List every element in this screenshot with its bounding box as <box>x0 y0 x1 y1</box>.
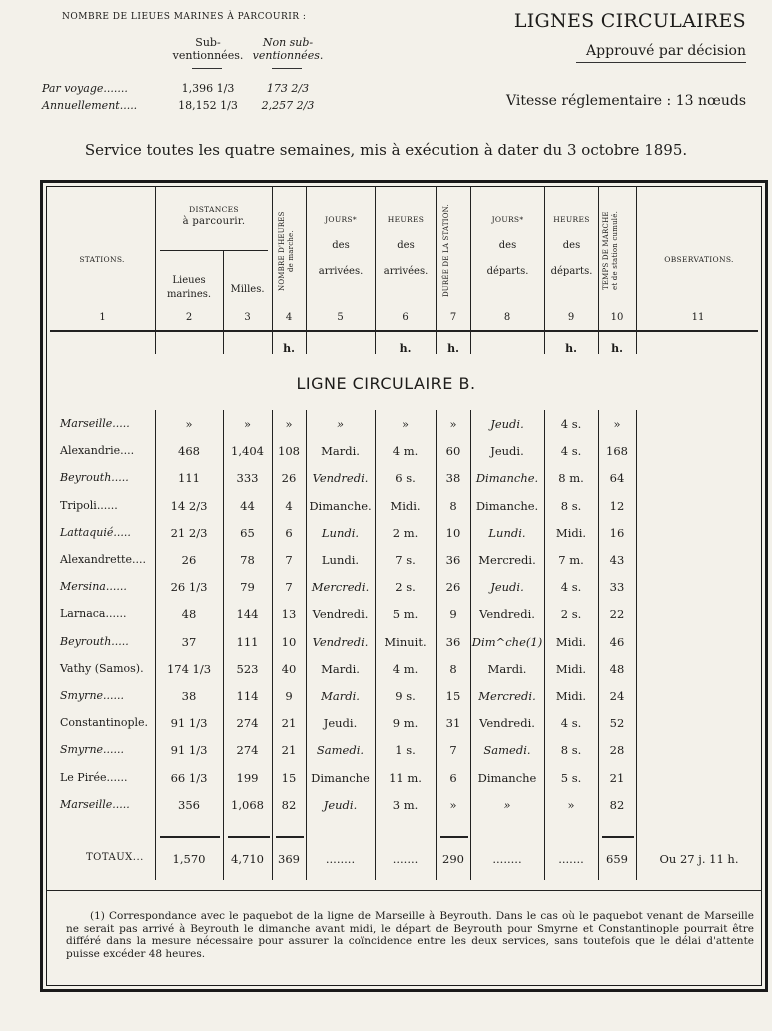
section-title: LIGNE CIRCULAIRE B. <box>296 374 476 393</box>
cell-jour-dep: Jeudi. <box>490 580 524 595</box>
service-line: Service toutes les quatre semaines, mis à exécution à dater du 3 octobre 1895. <box>84 141 688 159</box>
cell-jour-dep: Samedi. <box>483 743 531 758</box>
subsidized-header-line2: ventionnées. <box>172 49 244 62</box>
cell-station: Mersina...... <box>60 580 127 594</box>
cell-jour-dep: Dimanche. <box>475 498 539 513</box>
cell-heure-dep: » <box>567 797 575 812</box>
arrival-hours-line3: arrivées. <box>383 266 429 277</box>
cell-heure-arr: 4 m. <box>392 661 419 676</box>
cell-jour-arr: Mardi. <box>321 444 360 459</box>
distances-header <box>156 204 272 229</box>
annual-label: Annuellement..... <box>42 99 138 112</box>
cell-milles: 111 <box>236 634 259 649</box>
cell-station: Beyrouth..... <box>60 634 129 648</box>
cell-duree: 36 <box>445 634 461 649</box>
per-voyage-non-subsidized: 173 2/3 <box>266 82 310 95</box>
hours-header-line1: NOMBRE D'HEURES <box>278 211 286 291</box>
cell-heures: 13 <box>281 607 297 622</box>
cell-heures: » <box>285 417 293 431</box>
cell-lieues: 37 <box>181 634 197 649</box>
cell-cumul: 43 <box>609 553 625 567</box>
cell-milles: 333 <box>236 471 259 486</box>
observations-header: OBSERVATIONS. <box>664 255 734 264</box>
cell-jour-dep: Dimanche <box>477 770 537 785</box>
totals-rule <box>440 836 468 838</box>
cell-heures: 7 <box>285 553 293 567</box>
cell-heure-arr: 6 s. <box>395 471 416 486</box>
totals-heure-arr: ....... <box>392 852 419 866</box>
arrival-days-line1: JOURS* <box>325 215 357 224</box>
totals-lieues: 1,570 <box>172 852 206 866</box>
cell-lieues: 26 1/3 <box>170 580 208 595</box>
footnote: (1) Correspondance avec le paquebot de la ligne de Marseille à Beyrouth. Dans le cas où le paquebot venant de Marseille ne serait pas arrivé à Beyrouth le dimanche avant midi, le départ de Beyrouth pour Smyrne et Constantinople pourrait être différé dans la mesure nécessaire pour assurer la coïncidence entre les deux services, sans toutefois que le délai d'attente puisse excéder 48 heures. <box>66 910 754 960</box>
cell-lieues: 66 1/3 <box>170 770 208 785</box>
cell-station: Smyrne...... <box>60 743 125 757</box>
hours-header <box>278 196 302 306</box>
cell-duree: 26 <box>445 580 461 595</box>
cell-station: Marseille..... <box>60 417 130 430</box>
totals-heures: 369 <box>278 852 300 866</box>
distances-header-line1: DISTANCES <box>189 205 239 214</box>
cell-lieues: 174 1/3 <box>166 661 212 676</box>
totals-observation: Ou 27 j. 11 h. <box>659 852 739 866</box>
cell-station: Marseille..... <box>60 797 130 811</box>
col-divider <box>272 186 273 354</box>
cell-heure-arr: 2 s. <box>395 580 416 595</box>
totals-jour-arr: ........ <box>325 852 356 866</box>
cell-duree: 7 <box>449 743 457 758</box>
cell-lieues: 91 1/3 <box>170 716 208 731</box>
cell-jour-arr: Dimanche <box>311 770 370 785</box>
cell-lieues: 468 <box>178 444 200 459</box>
cell-cumul: 12 <box>609 498 625 513</box>
cell-milles: 1,404 <box>231 444 264 459</box>
cumulative-time-line1: TEMPS DE MARCHE <box>602 211 610 291</box>
cell-heures: 9 <box>285 689 293 703</box>
col-number: 10 <box>610 312 624 323</box>
cell-heures: 21 <box>281 743 297 758</box>
cell-station: Alexandrie.... <box>60 444 135 458</box>
cell-milles: 78 <box>240 553 255 567</box>
col-number: 1 <box>99 312 106 323</box>
cell-duree: 10 <box>445 525 461 540</box>
col-number: 3 <box>244 312 251 323</box>
col-divider <box>636 410 637 880</box>
cell-duree: 36 <box>445 553 461 567</box>
cell-cumul: 52 <box>609 716 625 731</box>
cell-jour-arr: Mardi. <box>321 661 360 676</box>
cell-duree: 9 <box>449 607 457 622</box>
cumulative-time-line2: et de station cumulé. <box>611 211 619 291</box>
footnote-rule <box>46 890 762 891</box>
departure-days-line3: départs. <box>486 266 529 277</box>
hours-header-line2: de marche. <box>287 230 295 272</box>
cell-jour-arr: Samedi. <box>316 743 365 758</box>
non-subsidized-header <box>248 36 328 62</box>
lieues-header-line2: marines. <box>166 289 212 300</box>
cell-heures: 108 <box>278 444 300 459</box>
cell-milles: 44 <box>240 498 255 513</box>
cell-cumul: 82 <box>609 797 625 812</box>
cell-station: Beyrouth..... <box>60 471 129 485</box>
cell-heure-dep: 4 s. <box>560 580 582 595</box>
cell-heure-arr: 9 m. <box>392 716 419 731</box>
cell-heure-dep: 8 s. <box>560 743 582 758</box>
cell-duree: 60 <box>445 444 461 459</box>
cell-heure-dep: Midi. <box>555 689 587 703</box>
cell-heures: 82 <box>281 797 297 812</box>
annual-non-subsidized: 2,257 2/3 <box>261 99 315 112</box>
unit-label: h. <box>283 342 295 355</box>
col-number: 11 <box>691 312 705 323</box>
cell-heure-arr: » <box>401 417 410 431</box>
cell-cumul: 48 <box>609 661 625 676</box>
cell-jour-dep: Jeudi. <box>490 444 524 459</box>
cell-milles: 274 <box>236 743 259 758</box>
cell-lieues: 111 <box>178 471 200 486</box>
lieues-header-line1: Lieues <box>172 275 206 286</box>
cell-heure-arr: Minuit. <box>384 634 427 649</box>
cell-cumul: 22 <box>609 607 625 622</box>
cell-cumul: 168 <box>606 444 628 459</box>
cell-jour-arr: Vendredi. <box>312 607 369 622</box>
cell-heure-dep: 4 s. <box>560 417 582 431</box>
subsidized-header-line1: Sub- <box>195 36 221 49</box>
cell-jour-arr: Dimanche. <box>309 498 372 513</box>
totals-rule <box>160 836 220 838</box>
cell-station: Alexandrette.... <box>60 553 146 566</box>
cell-heure-dep: Midi. <box>555 525 587 540</box>
cell-duree: » <box>449 417 457 431</box>
cell-duree: » <box>449 797 457 812</box>
milles-header: Milles. <box>230 284 265 295</box>
arrival-days-line3: arrivées. <box>318 266 364 277</box>
cell-jour-dep: Dim^che(1) <box>471 634 543 649</box>
annual-subsidized: 18,152 1/3 <box>178 99 238 112</box>
cell-lieues: 91 1/3 <box>170 743 208 758</box>
col-divider <box>223 250 224 354</box>
cell-jour-dep: Mercredi. <box>478 689 536 703</box>
cell-heure-dep: 5 s. <box>560 770 582 785</box>
arrival-hours-line2: des <box>397 240 415 251</box>
cell-heures: 10 <box>281 634 297 649</box>
col-divider <box>436 186 437 354</box>
unit-label: h. <box>447 342 459 355</box>
col-number: 5 <box>337 312 344 323</box>
col-number: 4 <box>285 312 293 323</box>
cell-jour-dep: Dimanche. <box>475 471 539 486</box>
cell-heure-arr: 7 s. <box>395 553 416 567</box>
cell-duree: 8 <box>449 661 457 676</box>
totals-rule <box>276 836 304 838</box>
cell-heures: 26 <box>281 471 297 486</box>
cell-lieues: 14 2/3 <box>170 498 208 513</box>
cell-heure-dep: Midi. <box>555 634 587 649</box>
cell-heure-arr: 1 s. <box>395 743 416 758</box>
arrival-days-line2: des <box>332 240 350 251</box>
header-rule <box>192 68 222 69</box>
station-duration-header: DURÉE DE LA STATION. <box>442 204 450 298</box>
totals-rule <box>602 836 634 838</box>
cell-jour-arr: Vendredi. <box>312 471 369 486</box>
cell-cumul: 28 <box>609 743 625 758</box>
cell-duree: 31 <box>445 716 461 731</box>
departure-hours-line3: départs. <box>550 266 593 277</box>
cell-cumul: 64 <box>609 471 625 486</box>
totals-jour-dep: ........ <box>492 852 522 866</box>
unit-label: h. <box>611 342 623 355</box>
cell-station: Le Pirée...... <box>60 770 128 784</box>
cell-jour-arr: Vendredi. <box>312 634 369 649</box>
lieues-header <box>156 274 222 302</box>
departure-days-header <box>471 214 544 279</box>
cell-jour-arr: Lundi. <box>321 525 360 540</box>
subsidized-header <box>168 36 248 62</box>
cell-station: Smyrne...... <box>60 689 125 702</box>
cell-cumul: 46 <box>609 634 625 649</box>
cell-heure-dep: 2 s. <box>560 607 582 622</box>
cell-lieues: 356 <box>178 797 200 812</box>
cell-lieues: 26 <box>181 553 197 567</box>
cell-jour-dep: Vendredi. <box>479 716 535 731</box>
cell-jour-arr: Mercredi. <box>311 580 370 595</box>
cell-duree: 6 <box>449 770 457 785</box>
cell-duree: 8 <box>449 498 457 513</box>
cell-heure-arr: 5 m. <box>392 607 419 622</box>
col-number: 9 <box>567 312 575 323</box>
cell-heures: 7 <box>285 580 293 595</box>
col-number: 8 <box>503 312 511 323</box>
cell-heure-dep: Midi. <box>555 661 587 676</box>
cell-jour-dep: Mercredi. <box>478 553 536 567</box>
cell-cumul: 21 <box>609 770 625 785</box>
cell-heure-dep: 8 s. <box>560 498 582 513</box>
cell-station: Larnaca...... <box>60 607 127 621</box>
cell-milles: » <box>243 417 252 431</box>
cell-jour-dep: Mardi. <box>487 661 527 676</box>
cell-jour-dep: Vendredi. <box>479 607 535 622</box>
non-subsidized-header-line2: ventionnées. <box>252 49 324 62</box>
unit-label: h. <box>565 342 577 355</box>
cell-milles: 65 <box>240 525 255 540</box>
departure-hours-line2: des <box>562 240 581 251</box>
departure-days-line2: des <box>498 240 517 251</box>
cell-heures: 6 <box>285 525 293 540</box>
approval-underline <box>576 62 746 63</box>
cell-jour-arr: Jeudi. <box>323 797 358 812</box>
arrival-hours-line1: HEURES <box>387 215 425 224</box>
stations-header: STATIONS. <box>79 255 125 264</box>
col-number: 7 <box>449 312 457 323</box>
cell-jour-arr: » <box>336 417 345 431</box>
cell-cumul: 24 <box>609 689 625 703</box>
per-voyage-label: Par voyage....... <box>42 82 128 95</box>
departure-days-line1: JOURS* <box>491 215 524 224</box>
departure-hours-line1: HEURES <box>553 215 590 224</box>
cell-jour-dep: Jeudi. <box>490 417 524 431</box>
cumulative-time-header <box>602 192 632 310</box>
cell-heures: 21 <box>281 716 297 731</box>
cell-heures: 4 <box>285 498 293 513</box>
cell-cumul: » <box>613 417 621 431</box>
cell-cumul: 33 <box>609 580 625 595</box>
cell-milles: 199 <box>236 770 259 785</box>
cell-milles: 114 <box>236 689 259 703</box>
cell-lieues: 38 <box>181 689 197 703</box>
cell-lieues: 48 <box>181 607 197 622</box>
cell-milles: 79 <box>240 580 255 595</box>
cell-heures: 15 <box>281 770 297 785</box>
cell-heure-dep: 4 s. <box>560 716 582 731</box>
cell-heures: 40 <box>281 661 297 676</box>
per-voyage-subsidized: 1,396 1/3 <box>181 82 235 95</box>
cell-heure-dep: 8 m. <box>558 471 584 486</box>
cell-milles: 144 <box>236 607 259 622</box>
cell-milles: 274 <box>236 716 259 731</box>
approval-text: Approuvé par décision <box>586 43 746 59</box>
cell-station: Vathy (Samos). <box>60 661 144 675</box>
arrival-hours-header <box>376 214 436 279</box>
header-bottom-rule <box>50 330 758 332</box>
totals-duree: 290 <box>442 852 464 866</box>
totals-milles: 4,710 <box>231 852 264 866</box>
cell-station: Tripoli...... <box>60 498 118 512</box>
page-title: LIGNES CIRCULAIRES <box>513 10 746 32</box>
col-divider <box>598 186 599 354</box>
cell-duree: 38 <box>445 471 461 486</box>
cell-jour-dep: Lundi. <box>488 525 526 540</box>
distances-rule <box>160 250 268 251</box>
cell-jour-arr: Jeudi. <box>323 716 358 731</box>
totals-heure-dep: ....... <box>558 852 584 866</box>
cell-heure-arr: Midi. <box>390 498 421 513</box>
cell-station: Constantinople. <box>60 716 149 730</box>
cell-lieues: » <box>185 417 193 431</box>
departure-hours-header <box>545 214 598 279</box>
distances-header-line2: à parcourir. <box>182 216 246 227</box>
non-subsidized-header-line1: Non sub- <box>262 36 314 49</box>
cell-heure-arr: 9 s. <box>395 689 416 703</box>
cell-heure-arr: 2 m. <box>392 525 419 540</box>
cell-jour-arr: Mardi. <box>321 689 360 703</box>
cell-milles: 1,068 <box>231 797 264 812</box>
col-divider <box>636 186 637 354</box>
cell-heure-arr: 3 m. <box>392 797 419 812</box>
cell-heure-dep: 4 s. <box>560 444 582 459</box>
cell-heure-arr: 4 m. <box>392 444 419 459</box>
arrival-days-header <box>307 214 375 279</box>
header-rule <box>272 68 302 69</box>
cell-heure-dep: 7 m. <box>558 553 584 567</box>
col-number: 2 <box>185 312 193 323</box>
cell-jour-arr: Lundi. <box>321 553 360 567</box>
cell-heure-arr: 11 m. <box>389 770 422 785</box>
cell-duree: 15 <box>445 689 461 703</box>
totals-cumul: 659 <box>606 852 628 866</box>
cell-cumul: 16 <box>609 525 625 540</box>
cell-jour-dep: » <box>503 797 511 812</box>
cell-station: Lattaquié..... <box>60 525 131 539</box>
cell-milles: 523 <box>236 661 259 676</box>
distances-title: NOMBRE DE LIEUES MARINES À PARCOURIR : <box>62 12 307 22</box>
totals-label: TOTAUX... <box>86 852 144 863</box>
col-number: 6 <box>402 312 409 323</box>
regulation-speed: Vitesse réglementaire : 13 nœuds <box>506 93 746 109</box>
unit-label: h. <box>399 342 412 355</box>
cell-lieues: 21 2/3 <box>170 525 208 540</box>
totals-rule <box>228 836 270 838</box>
